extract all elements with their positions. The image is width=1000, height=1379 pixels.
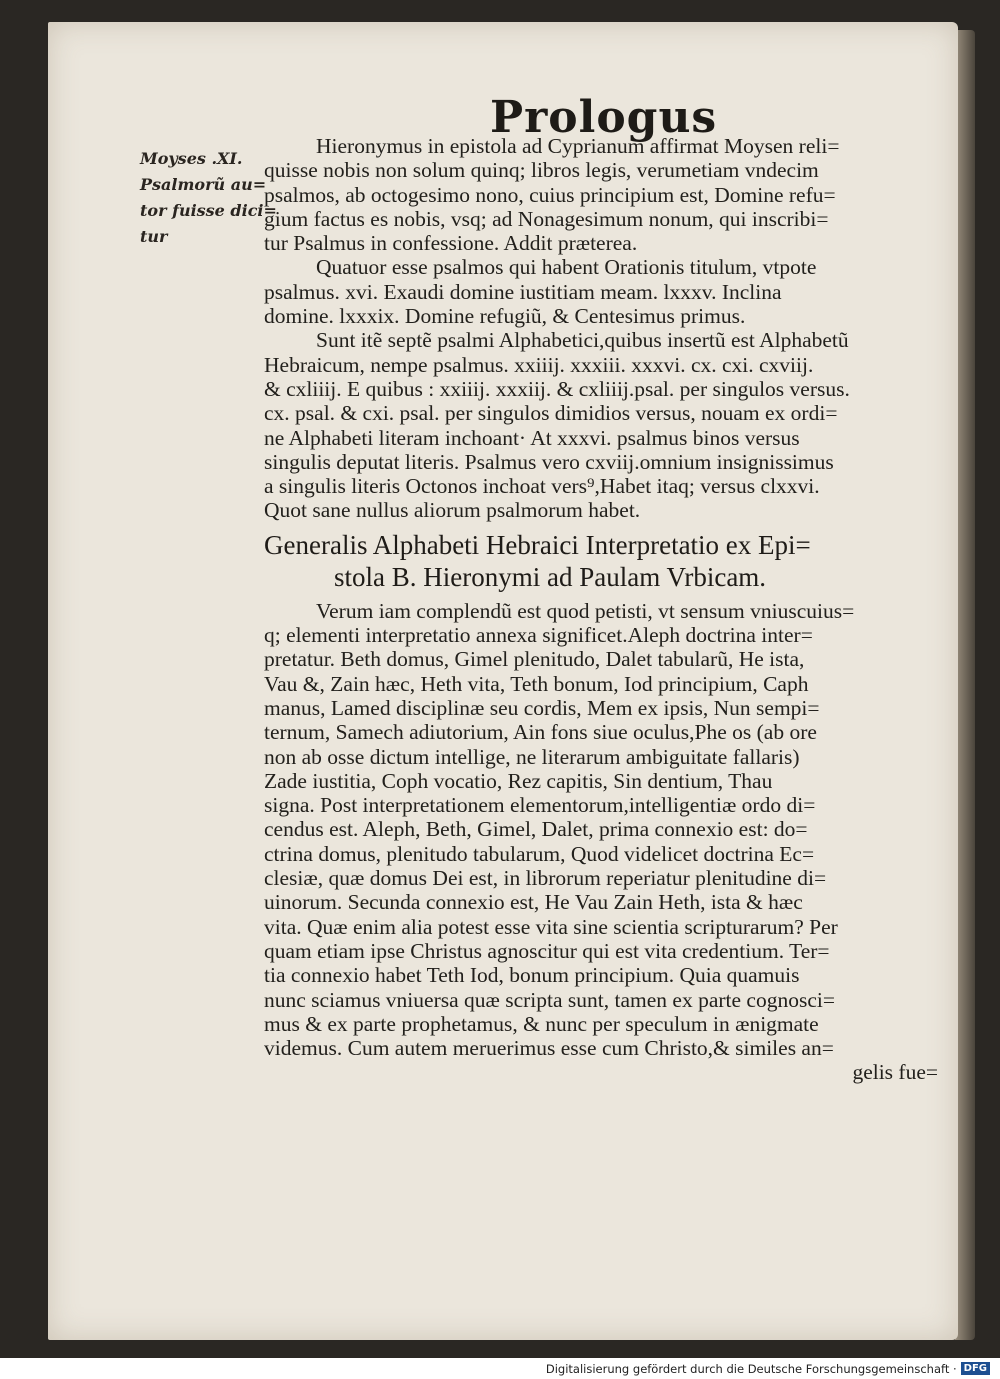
text-line: gium factus es nobis, vsq; ad Nonagesimum nonum, qui inscribi= bbox=[264, 206, 829, 231]
text-line: Zade iustitia, Coph vocatio, Rez capitis, Sin dentium, Thau bbox=[264, 768, 773, 793]
text-line: nunc sciamus vniuersa quæ scripta sunt, tamen ex parte cognosci= bbox=[264, 987, 835, 1012]
text-line: clesiæ, quæ domus Dei est, in librorum reperiatur plenitudine di= bbox=[264, 866, 827, 891]
footer-credit: Digitalisierung gefördert durch die Deutsche Forschungsgemeinschaft · bbox=[545, 1361, 957, 1376]
text-line: signa. Post interpretationem elementorum,intelligentiæ ordo di= bbox=[264, 793, 816, 818]
marginal-note bbox=[140, 146, 277, 250]
section-heading: Generalis Alphabeti Hebraici Interpretatio ex Epi= bbox=[264, 529, 811, 560]
section-heading: stola B. Hieronymi ad Paulam Vrbicam. bbox=[334, 561, 767, 592]
main-text bbox=[264, 134, 944, 1085]
text-line: mus & ex parte prophetamus, & nunc per speculum in ænigmate bbox=[264, 1011, 819, 1036]
text-line: Quatuor esse psalmos qui habent Orationis titulum, vtpote bbox=[316, 255, 817, 280]
text-line: & cxliiij. E quibus : xxiiij. xxxiij. & cxliiij.psal. per singulos versus. bbox=[264, 376, 850, 401]
page-edge bbox=[955, 30, 975, 1340]
text-line: quam etiam ipse Christus agnoscitur qui est vita credentium. Ter= bbox=[264, 938, 830, 963]
text-line: Sunt itẽ septẽ psalmi Alphabetici,quibus insertũ est Alphabetũ bbox=[316, 328, 849, 353]
text-line: tia connexio habet Teth Iod, bonum principium. Quia quamuis bbox=[264, 963, 800, 988]
text-line: Hieronymus in epistola ad Cyprianum affirmat Moysen reli= bbox=[316, 134, 840, 158]
text-line: manus, Lamed disciplinæ seu cordis, Mem ex ipsis, Nun sempi= bbox=[264, 695, 820, 720]
text-line: Quot sane nullus aliorum psalmorum habet. bbox=[264, 498, 641, 523]
footer-bar bbox=[0, 1358, 1000, 1379]
text-line: ne Alphabeti literam inchoant· At xxxvi. psalmus binos versus bbox=[264, 425, 800, 450]
marginal-note-line: Psalmorũ au= bbox=[140, 175, 267, 194]
text-line: Hebraicum, nempe psalmus. xxiiij. xxxiii. xxxvi. cx. cxi. cxviij. bbox=[264, 352, 814, 377]
text-line: psalmos, ab octogesimo nono, cuius principium est, Domine refu= bbox=[264, 182, 836, 207]
text-line: videmus. Cum autem meruerimus esse cum Christo,& similes an= bbox=[264, 1036, 834, 1061]
marginal-note-line: Moyses .XI. bbox=[140, 149, 243, 168]
text-line: non ab osse dictum intellige, ne literarum ambiguitate fallaris) bbox=[264, 744, 800, 769]
text-line: ctrina domus, plenitudo tabularum, Quod videlicet doctrina Ec= bbox=[264, 841, 815, 866]
text-line: singulis deputat literis. Psalmus vero cxviij.omnium insignissimus bbox=[264, 449, 834, 474]
text-line: quisse nobis non solum quinq; libros legis, verumetiam vndecim bbox=[264, 158, 819, 183]
text-line: psalmus. xvi. Exaudi domine iustitiam meam. lxxxv. Inclina bbox=[264, 279, 782, 304]
marginal-note-line: tor fuisse dici= bbox=[140, 201, 277, 220]
text-line: vita. Quæ enim alia potest esse vita sine scientia scripturarum? Per bbox=[264, 914, 838, 939]
text-line: ternum, Samech adiutorium, Ain fons siue oculus,Phe os (ab ore bbox=[264, 720, 817, 745]
text-line: a singulis literis Octonos inchoat vers⁹,Habet itaq; versus clxxvi. bbox=[264, 474, 820, 499]
text-line: cendus est. Aleph, Beth, Gimel, Dalet, prima connexio est: do= bbox=[264, 817, 808, 842]
text-line: tur Psalmus in confessione. Addit præterea. bbox=[264, 231, 638, 256]
page-title: Prologus bbox=[490, 92, 718, 143]
text-line: q; elementi interpretatio annexa significet.Aleph doctrina inter= bbox=[264, 623, 813, 648]
text-line: domine. lxxxix. Domine refugiũ, & Centesimus primus. bbox=[264, 304, 746, 329]
dfg-logo: DFG bbox=[961, 1362, 990, 1375]
text-line: cx. psal. & cxi. psal. per singulos dimidios versus, nouam ex ordi= bbox=[264, 401, 838, 426]
text-line: Vau &, Zain hæc, Heth vita, Teth bonum, Iod principium, Caph bbox=[264, 671, 809, 696]
catchword: gelis fue= bbox=[852, 1060, 938, 1085]
text-line: Verum iam complendũ est quod petisti, vt sensum vniuscuius= bbox=[316, 598, 855, 623]
text-line: uinorum. Secunda connexio est, He Vau Zain Heth, ista & hæc bbox=[264, 890, 803, 915]
text-line: pretatur. Beth domus, Gimel plenitudo, Dalet tabularũ, He ista, bbox=[264, 647, 805, 672]
marginal-note-line: tur bbox=[140, 227, 168, 246]
